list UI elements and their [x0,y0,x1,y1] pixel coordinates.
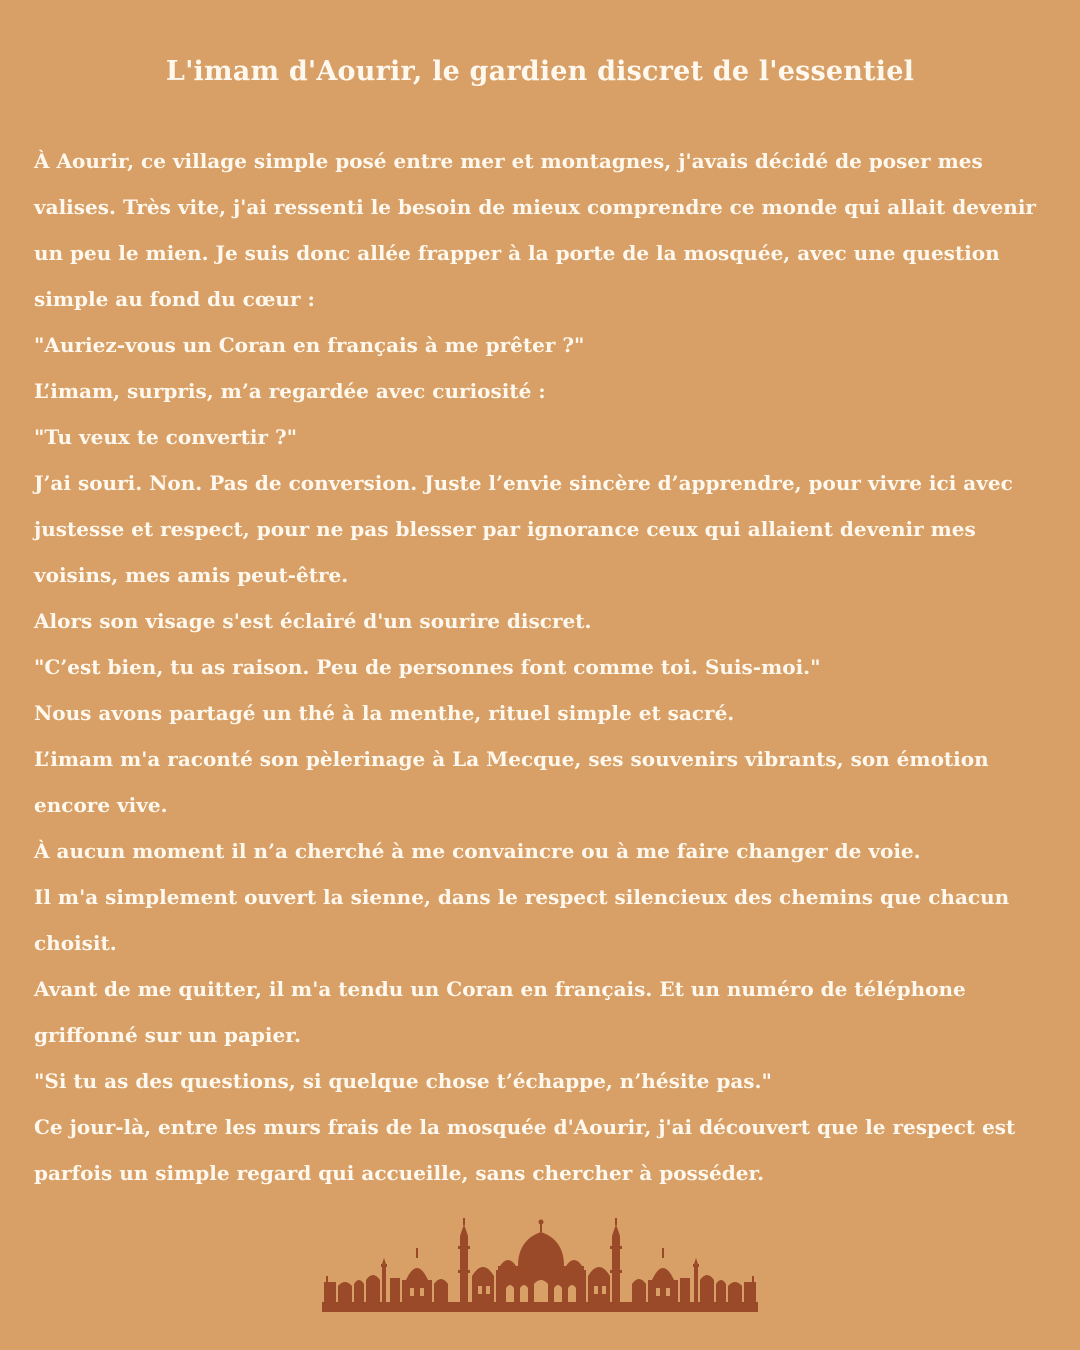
mosque-skyline-icon [322,1218,758,1312]
story-text [34,138,1046,1196]
paragraph: Nous avons partagé un thé à la menthe, rituel simple et sacré. [34,701,735,725]
paragraph: À aucun moment il n’a cherché à me convaincre ou à me faire changer de voie. [34,839,921,863]
paragraph: "Auriez-vous un Coran en français à me prêter ?" [34,333,585,357]
page-title: L'imam d'Aourir, le gardien discret de l'essentiel [165,56,915,87]
paragraph: L’imam m'a raconté son pèlerinage à La Mecque, ses souvenirs vibrants, son émotion encore vive. [34,747,989,817]
paragraph: Ce jour-là, entre les murs frais de la mosquée d'Aourir, j'ai découvert que le respect est parfois un simple regard qui accueille, sans chercher à posséder. [34,1115,1016,1185]
paragraph: L’imam, surpris, m’a regardée avec curiosité : [34,379,546,403]
paragraph: "Tu veux te convertir ?" [34,425,298,449]
paragraph: J’ai souri. Non. Pas de conversion. Juste l’envie sincère d’apprendre, pour vivre ici avec justesse et respect, pour ne pas blesser par ignorance ceux qui allaient devenir mes voisins, mes amis peut-être. [34,471,1013,587]
paragraph: "Si tu as des questions, si quelque chose t’échappe, n’hésite pas." [34,1069,772,1093]
paragraph: Avant de me quitter, il m'a tendu un Coran en français. Et un numéro de téléphone griffonné sur un papier. [34,977,966,1047]
paragraph: Il m'a simplement ouvert la sienne, dans le respect silencieux des chemins que chacun choisit. [34,885,1010,955]
paragraph: "C’est bien, tu as raison. Peu de personnes font comme toi. Suis-moi." [34,655,821,679]
paragraph: Alors son visage s'est éclairé d'un sourire discret. [34,609,592,633]
paragraph: À Aourir, ce village simple posé entre mer et montagnes, j'avais décidé de poser mes valises. Très vite, j'ai ressenti le besoin de mieux comprendre ce monde qui allait devenir un peu le mien. Je suis donc allée frapper à la porte de la mosquée, avec une question simple au fond du cœur : [34,149,1036,311]
